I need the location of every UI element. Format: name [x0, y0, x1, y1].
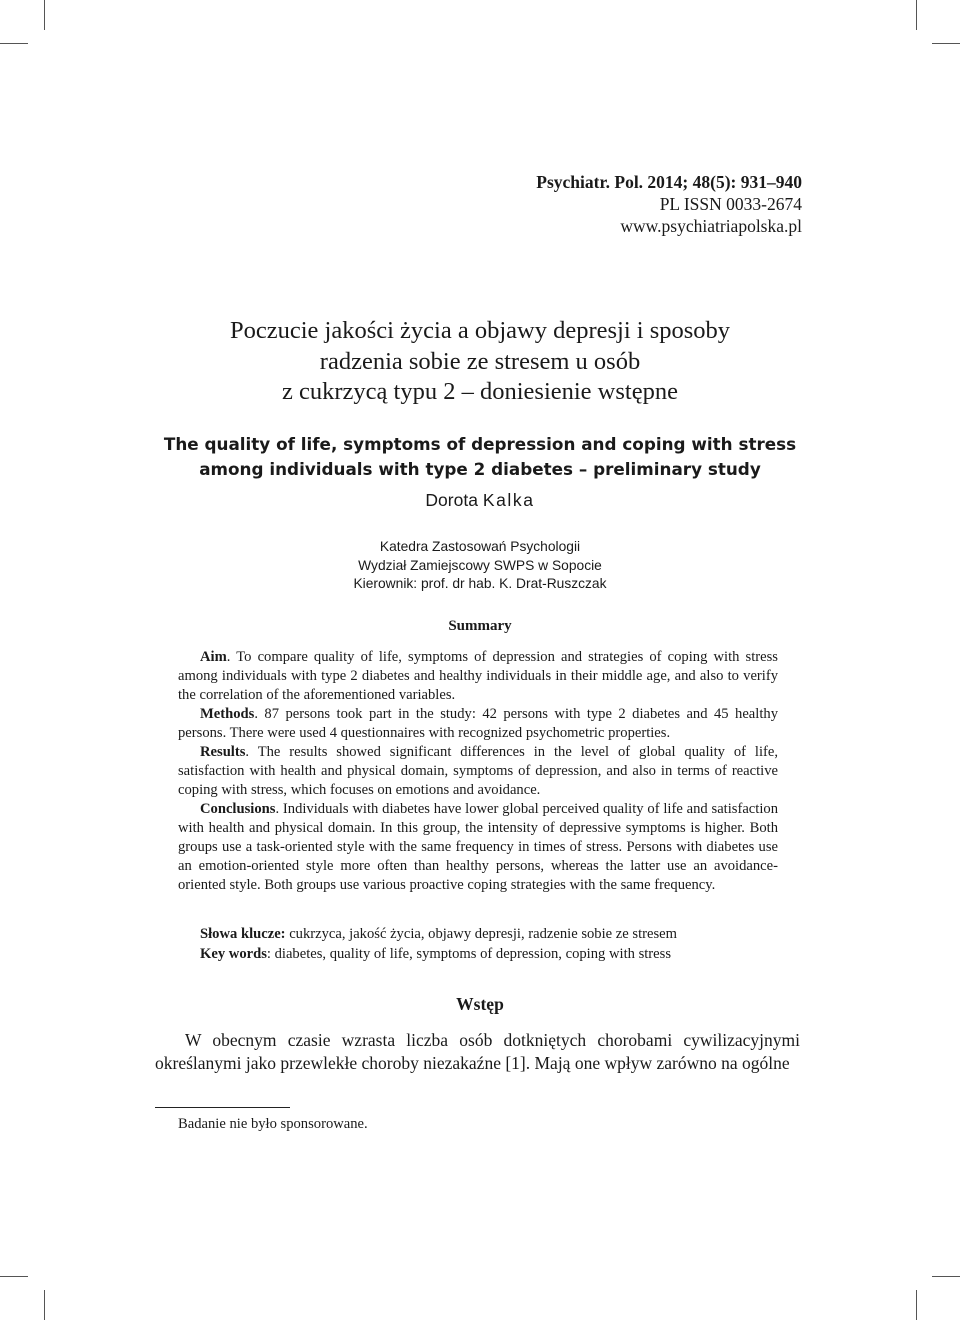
keywords [200, 924, 800, 964]
methods-text: . 87 persons took part in the study: 42 persons with type 2 diabetes and 45 healthy persons. There were used 4 questionnaires with recognized psychometric properties. [178, 706, 778, 741]
author-first-name: Dorota [425, 490, 478, 510]
title-en-line: among individuals with type 2 diabetes – preliminary study [199, 459, 761, 479]
journal-header [536, 171, 802, 237]
footnote-rule [155, 1107, 290, 1108]
conclusions-label: Conclusions [200, 801, 276, 817]
title-en-line: The quality of life, symptoms of depression and coping with stress [163, 434, 797, 454]
affiliation-line: Kierownik: prof. dr hab. K. Drat-Ruszczak [353, 576, 607, 591]
crop-mark [0, 43, 28, 44]
keywords-pl-label: Słowa klucze: [200, 926, 286, 942]
results-text: . The results showed significant differences in the level of global quality of life, satisfaction with health and physical domain, symptoms of depression, and also in terms of reactive coping with stress, which focuses on emotions and avoidance. [178, 744, 778, 798]
abstract-methods [178, 705, 778, 743]
crop-mark [916, 0, 917, 30]
crop-mark [44, 1290, 45, 1320]
abstract [178, 648, 778, 895]
author-surname: Kalka [482, 490, 535, 510]
title-polish [0, 316, 960, 408]
crop-mark [932, 1276, 960, 1277]
abstract-conclusions [178, 800, 778, 895]
methods-label: Methods [200, 706, 255, 722]
keywords-pl-text: cukrzyca, jakość życia, objawy depresji, radzenie sobie ze stresem [285, 926, 677, 942]
affiliation-line: Wydział Zamiejscowy SWPS w Sopocie [358, 557, 602, 573]
title-english [0, 432, 960, 482]
keywords-en-text: : diabetes, quality of life, symptoms of depression, coping with stress [266, 946, 671, 962]
crop-mark [0, 1276, 28, 1277]
journal-issn: PL ISSN 0033-2674 [659, 194, 802, 214]
title-pl-line: z cukrzycą typu 2 – doniesienie wstępne [282, 378, 678, 405]
affiliation [0, 538, 960, 594]
journal-website: www.psychiatriapolska.pl [620, 216, 802, 236]
crop-mark [932, 43, 960, 44]
title-pl-line: radzenia sobie ze stresem u osób [319, 347, 641, 375]
abstract-aim [178, 648, 778, 705]
crop-mark [916, 1290, 917, 1320]
summary-heading: Summary [448, 618, 512, 634]
aim-label: Aim [200, 649, 227, 665]
author [0, 490, 960, 511]
keywords-en-label: Key words [200, 946, 267, 962]
footnote: Badanie nie było sponsorowane. [178, 1116, 368, 1132]
keywords-pl [200, 924, 800, 944]
results-label: Results [200, 744, 246, 760]
section-body [155, 1029, 800, 1075]
conclusions-text: . Individuals with diabetes have lower global perceived quality of life and satisfaction with health and physical domain. In this group, the intensity of depressive symptoms is higher. Both groups use a task-oriented style with the same frequency in times of stress. Persons with diabetes use an emotion-oriented style more often than healthy persons, whereas the latter use an avoidance-oriented style. Both groups use various proactive coping strategies with the same frequency. [178, 801, 778, 893]
body-paragraph: W obecnym czasie wzrasta liczba osób dotkniętych chorobami cywilizacyjnymi określanymi jako przewlekłe choroby niezakaźne [1]. Mają one wpływ zarówno na ogólne [155, 1030, 800, 1073]
keywords-en [200, 944, 800, 964]
journal-citation: Psychiatr. Pol. 2014; 48(5): 931–940 [536, 172, 802, 192]
crop-mark [44, 0, 45, 30]
affiliation-line: Katedra Zastosowań Psychologii [379, 539, 581, 554]
aim-text: . To compare quality of life, symptoms of depression and strategies of coping with stress among individuals with type 2 diabetes and healthy individuals in their middle age, and also to verify the correlation of the aforementioned variables. [178, 649, 778, 703]
abstract-results [178, 743, 778, 800]
section-heading: Wstęp [456, 994, 504, 1014]
title-pl-line: Poczucie jakości życia a objawy depresji i sposoby [229, 317, 731, 344]
